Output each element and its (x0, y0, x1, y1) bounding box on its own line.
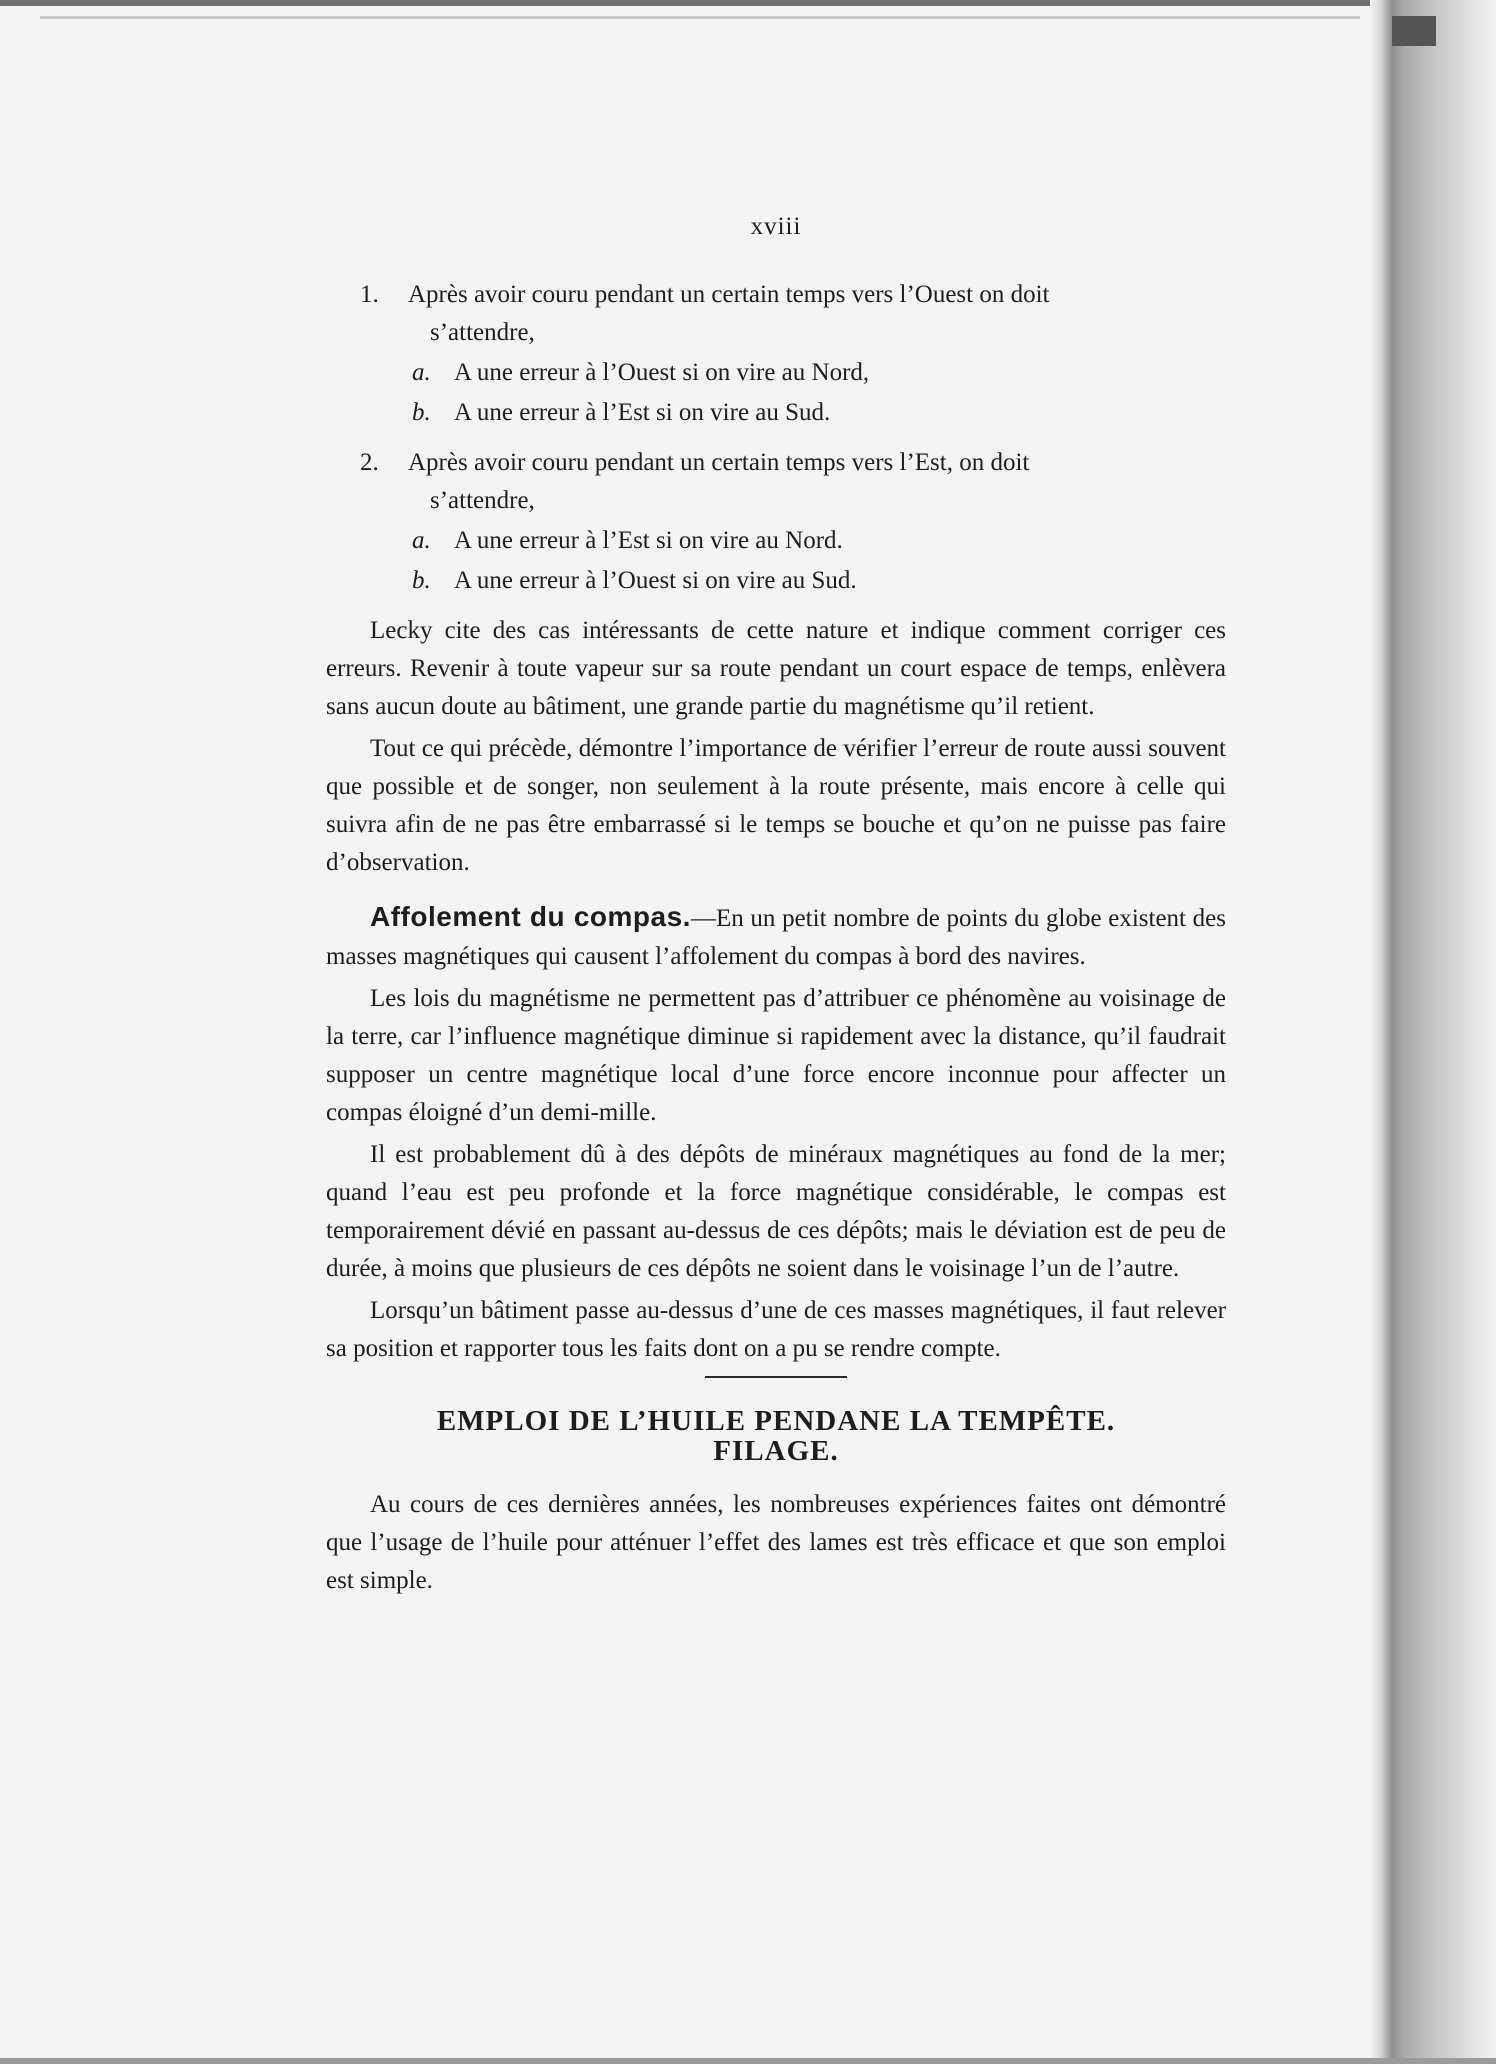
item-number: 2. (360, 449, 379, 476)
page-text (326, 208, 1226, 1604)
list-group-1 (326, 276, 1226, 432)
page-number: xviii (750, 213, 802, 240)
item-number: 1. (360, 281, 379, 308)
section-title (326, 1406, 1226, 1466)
section-separator (705, 1376, 847, 1378)
sub-item-text: A une erreur à l’Ouest si on vire au Nord, (454, 359, 870, 386)
paragraph-position: Lorsqu’un bâtiment passe au-dessus d’une de ces masses magnétiques, il faut relever sa position et rapporter tous les faits dont on a pu se rendre compte. (326, 1297, 1226, 1362)
sub-item-2b (326, 562, 1226, 600)
item-intro-line2: s’attendre, (430, 319, 535, 346)
paragraph-magnetisme: Les lois du magnétisme ne permettent pas d’attribuer ce phénomène au voisinage de la terre, car l’influence magnétique diminue si rapidement avec la distance, qu’il faudrait supposer un centre magnétique local d’une force encore inconnue pour affecter un compas éloigné d’un demi-mille. (326, 985, 1226, 1126)
section-title-line1: EMPLOI DE L’HUILE PENDANE LA TEMPÊTE. (436, 1405, 1116, 1437)
paragraph-depots: Il est probablement dû à des dépôts de minéraux magnétiques au fond de la mer; quand l’eau est peu profonde et la force magnétique considérable, le compas est temporairement dévié en passant au-dessus de ces dépôts; mais le déviation est de peu de durée, à moins que plusieurs de ces dépôts ne soient dans le voisinage l’un de l’autre. (326, 1141, 1226, 1282)
sub-item-text: A une erreur à l’Est si on vire au Sud. (454, 399, 831, 426)
sub-item-text: A une erreur à l’Ouest si on vire au Sud. (454, 567, 857, 594)
numbered-item-1 (326, 276, 1226, 352)
sub-item-1b (326, 394, 1226, 432)
sub-item-2a (326, 522, 1226, 560)
paragraph-huile: Au cours de ces dernières années, les nombreuses expériences faites ont démontré que l’usage de l’huile pour atténuer l’effet des lames est très efficace et que son emploi est simple. (326, 1491, 1226, 1594)
section-title-line2: FILAGE. (713, 1435, 839, 1467)
sub-item-letter: b. (412, 399, 431, 426)
bottom-edge-shadow (0, 2058, 1496, 2064)
sub-item-text: A une erreur à l’Est si on vire au Nord. (454, 527, 843, 554)
sub-item-letter: a. (412, 527, 431, 554)
sub-item-letter: b. (412, 567, 431, 594)
top-edge-line (40, 16, 1360, 19)
paragraph-importance: Tout ce qui précède, démontre l’importance de vérifier l’erreur de route aussi souvent que possible et de songer, non seulement à la route présente, mais encore à celle qui suivra afin de ne pas être embarrassé si le temps se bouche et qu’on ne puisse pas faire d’observation. (326, 735, 1226, 876)
book-spine-shadow (1370, 0, 1496, 2064)
item-intro-line2: s’attendre, (430, 487, 535, 514)
run-in-heading: Affolement du compas. (370, 901, 691, 932)
paragraph-lecky: Lecky cite des cas intéressants de cette nature et indique comment corriger ces erreurs. Revenir à toute vapeur sur sa route pendant un court espace de temps, enlèvera sans aucun doute au bâtiment, une grande partie du magnétisme qu’il retient. (326, 617, 1226, 720)
paragraph-affolement (326, 898, 1226, 976)
item-intro-line1: Après avoir couru pendant un certain temps vers l’Ouest on doit (408, 281, 1050, 308)
sub-item-letter: a. (412, 359, 431, 386)
top-edge-shadow (0, 0, 1496, 6)
run-in-text: —En un petit nombre de points du globe existent des masses magnétiques qui causent l’affolement du compas à bord des navires. (326, 905, 1226, 970)
item-intro-line1: Après avoir couru pendant un certain temps vers l’Est, on doit (408, 449, 1030, 476)
spine-dark-mark (1392, 16, 1436, 46)
sub-item-1a (326, 354, 1226, 392)
list-group-2 (326, 444, 1226, 600)
numbered-item-2 (326, 444, 1226, 520)
